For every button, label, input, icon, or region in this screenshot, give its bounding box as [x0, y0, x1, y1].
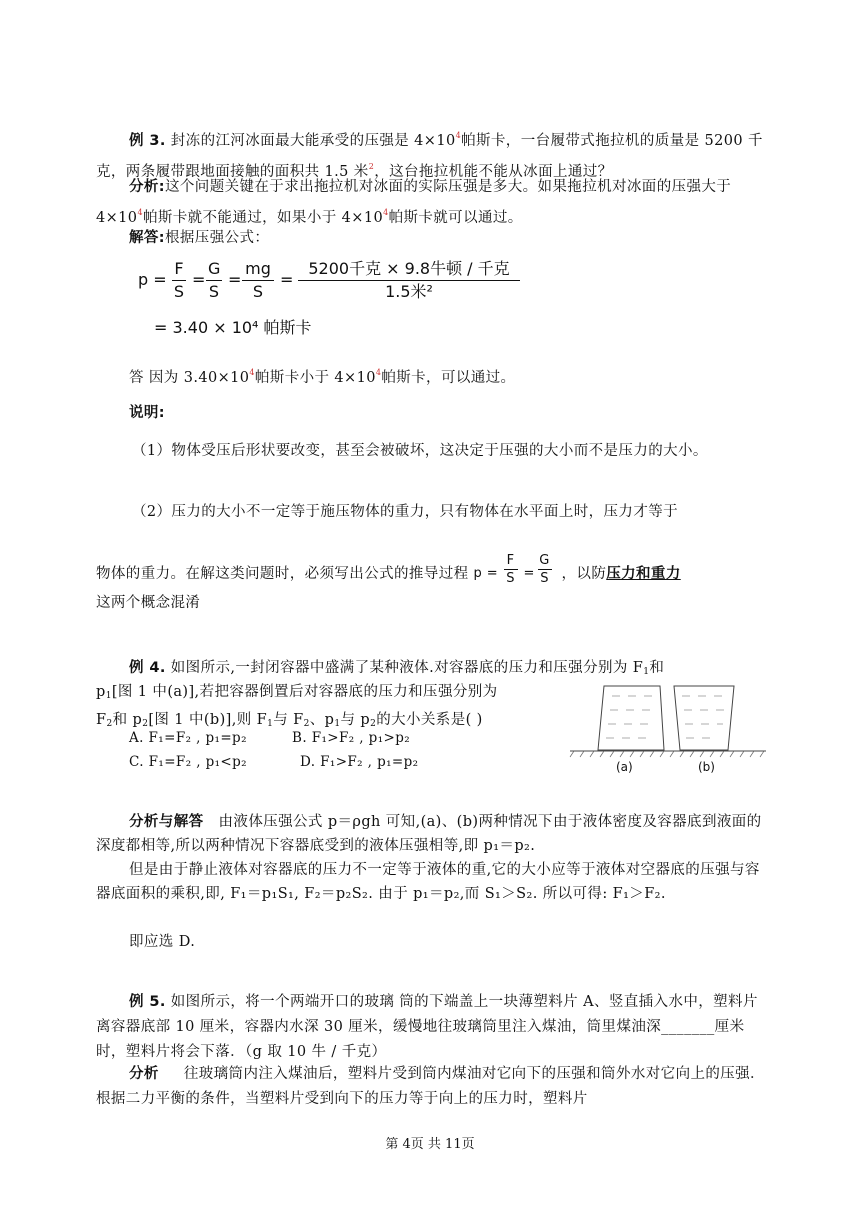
ex4-solution — [96, 810, 766, 858]
ex4-l2: p — [96, 684, 106, 700]
ex3-note2-rest — [96, 552, 766, 614]
inline-f: F — [504, 552, 518, 570]
option-c: C. F₁=F₂ , p₁<p₂ — [129, 754, 247, 770]
formula-eq1: = — [192, 270, 206, 289]
frac-values-num: 5200千克 × 9.8牛顿 / 千克 — [298, 258, 520, 281]
ex5-analysis — [96, 1062, 766, 1112]
ground-hatch — [570, 751, 764, 757]
ex4-l3: F — [96, 712, 107, 728]
inline-frac-f-s — [504, 552, 518, 587]
frac-mg: mg — [242, 258, 274, 281]
ex5-question — [96, 990, 766, 1065]
ex4-l3-sub: 2 — [106, 719, 113, 729]
ex3-a1: 这个问题关键在于求出拖拉机对冰面的实际压强是多大。如果拖拉机对冰面的 — [165, 179, 672, 195]
ex4-options-right — [292, 726, 472, 774]
ex3-q1: 封冻的江河冰面最大能承受的压强是 4×10 — [170, 133, 456, 149]
ex5-a1: 往玻璃筒内注入煤油后，塑料片受到筒内煤油对它向下的压强和筒外水对它 — [183, 1066, 676, 1082]
formula-eq2: = — [228, 270, 242, 289]
ex3-analysis-label: 分析: — [129, 179, 165, 195]
ex4-l3-sub2: 2 — [142, 719, 149, 729]
ex4-s3: 但是由于静止液体对容器底的压力不一定等于液体的重,它的大小应等于液体对空器 — [129, 862, 671, 878]
ex4-solution-2 — [96, 858, 766, 906]
ex3-a3: 帕斯卡就不能通过，如果小于 4×10 — [142, 210, 384, 226]
ex3-c2: 帕斯卡小于 4×10 — [254, 370, 376, 386]
ex3-a4: 帕斯卡就可以通过。 — [388, 210, 523, 226]
ex3-note2c: ，以防 — [561, 566, 607, 582]
ex3-note2b: 物体的重力。在解这类问题时，必须写出公式的推导过程 — [96, 566, 469, 582]
formula-p: p = — [138, 270, 167, 289]
ex3-note2e: 这两个概念混淆 — [96, 595, 201, 611]
container-diagram — [568, 680, 768, 760]
inline-eq: = — [523, 566, 535, 581]
ex4-l3-sub4: 2 — [303, 719, 310, 729]
ex3-c3: 帕斯卡，可以通过。 — [381, 370, 516, 386]
frac-f: F — [172, 258, 186, 281]
ex4-s2: 底到液面的深度都相等,所以两种情况下容器底受到的液体压强相等,即 p₁＝p₂. — [96, 814, 762, 854]
frac-s1: S — [173, 282, 185, 301]
ex3-c-sup1: 4 — [249, 368, 255, 377]
page-footer: 第 4页 共 11页 — [385, 1137, 475, 1152]
ex3-note1: （1）物体受压后形状要改变，甚至会被破坏，这决定于压强的大小而不是压力的大小。 — [132, 443, 708, 459]
option-d: D. F₁>F₂ , p₁=p₂ — [300, 754, 419, 770]
ex3-q2: 帕斯卡，一台履带式拖拉机的质量 — [461, 133, 685, 149]
ex4-l3f: 与 p — [340, 712, 371, 728]
ex3-q4: ，这台拖拉机能不能从冰面上通过？ — [374, 164, 613, 180]
ex4-s1: 由液体压强公式 p＝ρgh 可知,(a)、(b)两种情况下由于液体密度及容器 — [218, 814, 688, 830]
ex3-answer-intro: 根据压强公式： — [165, 230, 270, 246]
ex3-answer-label: 解答: — [129, 230, 165, 246]
ex3-note-label: 说明: — [129, 405, 165, 421]
ex4-options-left — [129, 726, 299, 774]
inline-g: G — [539, 553, 550, 568]
ex3-a2: 压强大于 4×10 — [96, 179, 732, 226]
inline-s: S — [506, 571, 515, 586]
ex4-label: 例 4. — [129, 660, 166, 676]
option-b: B. F₁>F₂ , p₁>p₂ — [292, 730, 411, 746]
ex3-q3: 是 5200 千克，两条履带跟地面接触的面积共 1.5 米 — [96, 133, 763, 180]
ex3-note2d: 压力和重力 — [606, 566, 681, 582]
ex4-l3d: 与 F — [273, 712, 304, 728]
inline-frac-g-s — [538, 552, 552, 587]
frac-values-den: 1.5米² — [385, 282, 433, 301]
frac-mg-s — [242, 258, 274, 303]
ex4-l2-sub: 1 — [105, 691, 112, 701]
formula-result: = 3.40 × 10⁴ 帕斯卡 — [154, 318, 312, 337]
ex3-note-label-line — [96, 401, 766, 426]
ex3-c1: 答 因为 3.40×10 — [129, 370, 250, 386]
ex3-a3-sup: 4 — [383, 208, 389, 217]
frac-s2: S — [208, 282, 220, 301]
container-a — [598, 686, 664, 750]
ex4-s4: 底的压强与容器底面积的乘积,即, F₁＝p₁S₁, F₂＝p₂S₂. 由于 p₁＝p₂,而 S₁＞S₂. 所以可得: F₁ — [96, 862, 760, 902]
ex5-l1: 如图所示，将一个两端开口的玻璃 筒的下端盖上一块薄塑料片 A、竖直插入水 — [170, 994, 684, 1010]
ex3-q3-sup: 2 — [368, 162, 375, 171]
pressure-formula — [138, 258, 528, 340]
figure-caption-b: (b) — [698, 760, 715, 774]
ex3-note2a: （2）压力的大小不一定等于施压物体的重力，只有物体在水平面上时，压力才等于 — [132, 504, 679, 520]
ex4-l1-sub: 1 — [643, 667, 650, 677]
ex3-conclusion — [129, 360, 769, 391]
ex4-l3-sub3: 1 — [267, 719, 274, 729]
inline-p: p = — [473, 566, 498, 581]
inline-s2: S — [540, 571, 549, 586]
inline-formula — [474, 552, 562, 592]
option-a: A. F₁=F₂ , p₁=p₂ — [129, 730, 247, 746]
ex4-l3e: 、p — [309, 712, 335, 728]
formula-eq3: = — [280, 270, 294, 289]
ex3-a2-sup: 4 — [137, 208, 143, 217]
ex5-l3: 煤油深_______厘米时，塑料片将会下落．（g 取 10 牛 / 千克） — [96, 1019, 745, 1060]
frac-g-s — [206, 258, 222, 303]
container-figure — [568, 680, 768, 780]
ex4-l3c: [图 1 中(b)],则 F — [148, 712, 268, 728]
ex5-l2: 中，塑料片离容器底部 10 厘米，容器内水深 30 厘米，缓慢地往玻璃筒里注入煤油，筒里 — [96, 994, 758, 1035]
frac-f-s — [172, 258, 186, 303]
ex4-l3-sub6: 2 — [370, 719, 377, 729]
frac-g: G — [206, 258, 222, 281]
ex4-l3b: 和 p — [112, 712, 143, 728]
frac-values — [298, 258, 520, 303]
container-b — [674, 686, 734, 750]
figure-caption-a: (a) — [616, 760, 633, 774]
ex3-label: 例 3. — [129, 133, 166, 149]
ex5-label: 例 5. — [129, 994, 166, 1010]
ex4-l2b: [图 1 中(a)],若把容器倒置后对容器底的压力和压强分别为 — [111, 684, 498, 700]
ex4-l3-sub5: 1 — [334, 719, 341, 729]
ex4-s6: 即应选 D. — [129, 934, 196, 950]
ex5-a2: 向上的压强．根据二力平衡的条件，当塑料片受到向下的压力等于向上的压力时，塑料片 — [96, 1066, 765, 1107]
ex4-sol-label: 分析与解答 — [129, 814, 204, 830]
ex3-c-sup2: 4 — [375, 368, 382, 377]
frac-s3: S — [252, 282, 264, 301]
ex4-s5: ＞F₂. — [629, 886, 666, 902]
ex5-analysis-label: 分析 — [129, 1066, 159, 1082]
ex3-analysis — [96, 175, 766, 231]
ex4-l3g: 的大小关系是( ) — [376, 712, 483, 728]
ex3-answer — [96, 226, 766, 251]
ex4-l1: 如图所示,一封闭容器中盛满了某种液体.对容器底的压力和压强分别为 F — [170, 660, 644, 676]
ex4-l1b: 和 — [649, 660, 665, 676]
ex3-q1-sup: 4 — [455, 131, 462, 140]
